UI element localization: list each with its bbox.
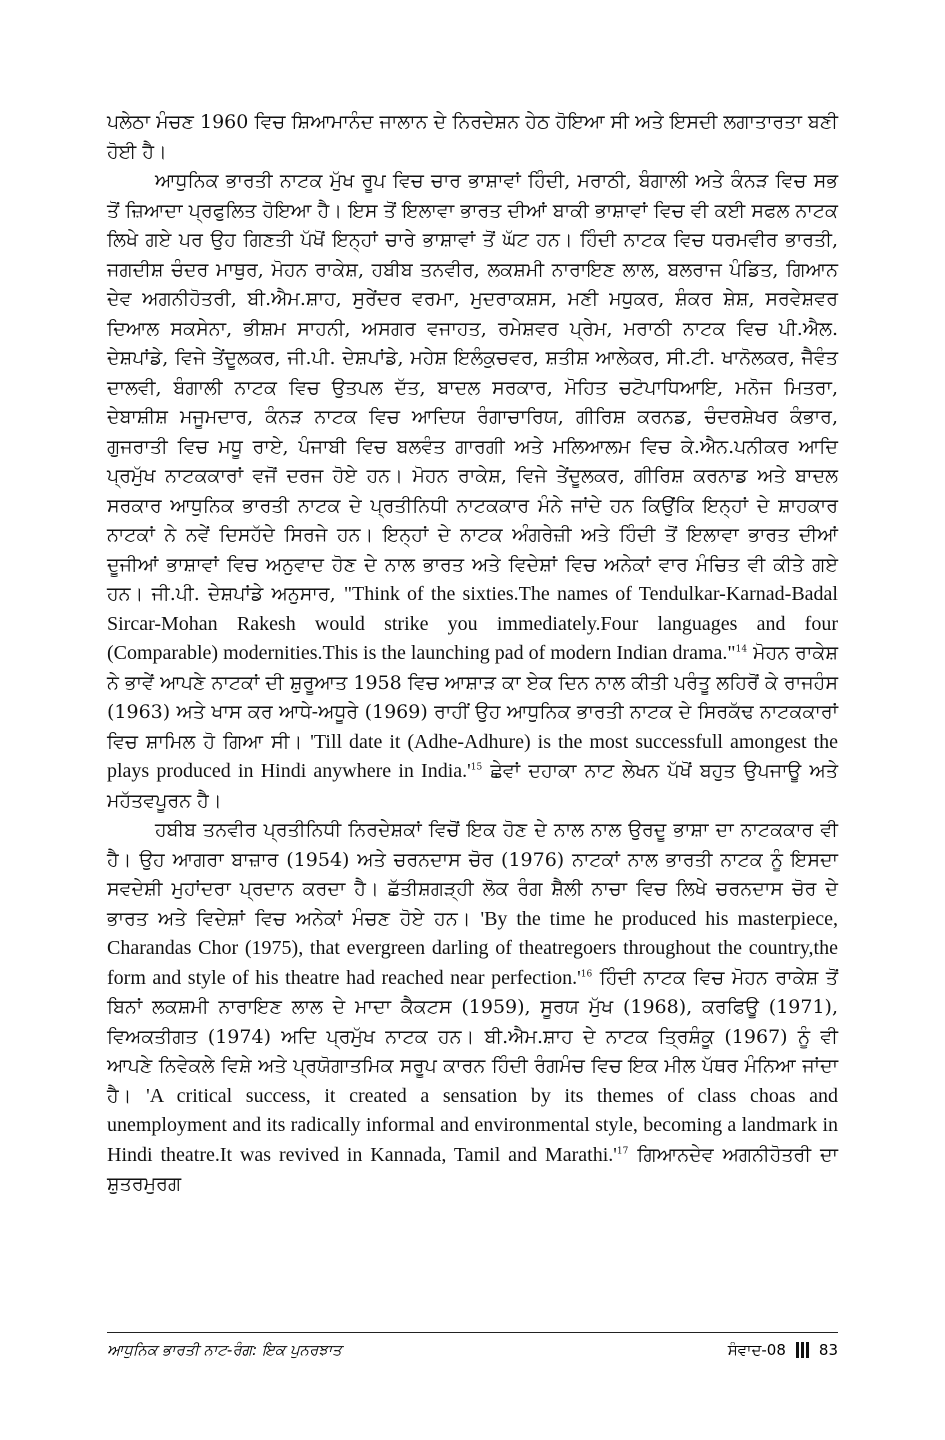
english-quote: 'By the time he produced his masterpiece, Charandas Chor (1975), that evergreen darling of theatregoers throughout the country,the form and style of his theatre had reached near perfection.' [107, 907, 838, 989]
footnote-marker: 16 [580, 969, 593, 980]
text-run: ਮੋਹਨ ਰਾਕੇਸ਼ ਨੇ ਭਾਵੇਂ ਆਪਣੇ ਨਾਟਕਾਂ ਦੀ ਸ਼ੁਰੂਆਤ 1958 ਵਿਚ ਆਸ਼ਾੜ ਕਾ ਏਕ ਦਿਨ ਨਾਲ ਕੀਤੀ ਪਰੰਤੂ ਲਹਿਰੋਂ ਕੇ ਰਾਜਹੰਸ (1963) ਅਤੇ ਖਾਸ ਕਰ ਆਧੇ-ਅਧੂਰੇ (1969) ਰਾਹੀਂ ਉਹ ਆਧੁਨਿਕ ਭਾਰਤੀ ਨਾਟਕ ਦੇ ਸਿਰਕੱਢ ਨਾਟਕਕਾਰਾਂ ਵਿਚ ਸ਼ਾਮਿਲ ਹੋ ਗਿਆ ਸੀ। [107, 642, 839, 753]
footer-right [728, 1341, 838, 1359]
page-body [107, 108, 838, 1200]
page-footer [107, 1332, 838, 1359]
footnote-marker: 14 [735, 644, 748, 655]
text-run: ਗਿਆਨਦੇਵ ਅਗਨੀਹੋਤਰੀ ਦਾ ਸ਼ੁਤਰਮੁਰਗ [107, 1143, 838, 1195]
separator-bars-icon [796, 1342, 809, 1358]
running-title: ਆਧੁਨਿਕ ਭਾਰਤੀ ਨਾਟ-ਰੰਗ: ਇਕ ਪੁਨਰਝਾਤ [107, 1341, 342, 1359]
text-run: ਆਧੁਨਿਕ ਭਾਰਤੀ ਨਾਟਕ ਮੁੱਖ ਰੂਪ ਵਿਚ ਚਾਰ ਭਾਸ਼ਾਵਾਂ ਹਿੰਦੀ, ਮਰਾਠੀ, ਬੰਗਾਲੀ ਅਤੇ ਕੰਨੜ ਵਿਚ ਸਭ ਤੋਂ ਜ਼ਿਆਦਾ ਪ੍ਰਫੁਲਿਤ ਹੋਇਆ ਹੈ। ਇਸ ਤੋਂ ਇਲਾਵਾ ਭਾਰਤ ਦੀਆਂ ਬਾਕੀ ਭਾਸ਼ਾਵਾਂ ਵਿਚ ਵੀ ਕਈ ਸਫਲ ਨਾਟਕ ਲਿਖੇ ਗਏ ਪਰ ਉਹ ਗਿਣਤੀ ਪੱਖੋਂ ਇਨ੍ਹਾਂ ਚਾਰੇ ਭਾਸ਼ਾਵਾਂ ਤੋਂ ਘੱਟ ਹਨ। ਹਿੰਦੀ ਨਾਟਕ ਵਿਚ ਧਰਮਵੀਰ ਭਾਰਤੀ, ਜਗਦੀਸ਼ ਚੰਦਰ ਮਾਥੁਰ, ਮੋਹਨ ਰਾਕੇਸ਼, ਹਬੀਬ ਤਨਵੀਰ, ਲਕਸ਼ਮੀ ਨਾਰਾਇਣ ਲਾਲ, ਬਲਰਾਜ ਪੰਡਿਤ, ਗਿਆਨ ਦੇਵ ਅਗਨੀਹੋਤਰੀ, ਬੀ.ਐਮ.ਸ਼ਾਹ, ਸੁਰੇਂਦਰ ਵਰਮਾ, ਮੁਦਰਾਕਸ਼ਸ, ਮਣੀ ਮਧੁਕਰ, ਸ਼ੰਕਰ ਸ਼ੇਸ਼, ਸਰਵੇਸ਼ਵਰ ਦਿਆਲ ਸਕਸੇਨਾ, ਭੀਸ਼ਮ ਸਾਹਨੀ, ਅਸਗਰ ਵਜਾਹਤ, ਰਮੇਸ਼ਵਰ ਪ੍ਰੇਮ, ਮਰਾਠੀ ਨਾਟਕ ਵਿਚ ਪੀ.ਐਲ. ਦੇਸ਼ਪਾਂਡੇ, ਵਿਜੇ ਤੇਂਦੂਲਕਰ, ਜੀ.ਪੀ. ਦੇਸ਼ਪਾਂਡੇ, ਮਹੇਸ਼ ਇਲੰਕੁਚਵਰ, ਸ਼ਤੀਸ਼ ਆਲੇਕਰ, ਸੀ.ਟੀ. ਖਾਨੋਲਕਰ, ਜੈਵੰਤ ਦਾਲਵੀ, ਬੰਗਾਲੀ ਨਾਟਕ ਵਿਚ ਉਤਪਲ ਦੱਤ, ਬਾਦਲ ਸਰਕਾਰ, ਮੋਹਿਤ ਚਟੋਪਾਧਿਆਇ, ਮਨੋਜ ਮਿਤਰਾ, ਦੇਬਾਸ਼ੀਸ਼ ਮਜੂਮਦਾਰ, ਕੰਨੜ ਨਾਟਕ ਵਿਚ ਆਦਿਯ ਰੰਗਾਚਾਰਿਯ, ਗੀਰਿਸ਼ ਕਰਨਡ, ਚੰਦਰਸ਼ੇਖਰ ਕੰਭਾਰ, ਗੁਜਰਾਤੀ ਵਿਚ ਮਧੂ ਰਾਏ, ਪੰਜਾਬੀ ਵਿਚ ਬਲਵੰਤ ਗਾਰਗੀ ਅਤੇ ਮਲਿਆਲਮ ਵਿਚ ਕੇ.ਐਨ.ਪਨੀਕਰ ਆਦਿ ਪ੍ਰਮੁੱਖ ਨਾਟਕਕਾਰਾਂ ਵਜੋਂ ਦਰਜ ਹੋਏ ਹਨ। ਮੋਹਨ ਰਾਕੇਸ਼, ਵਿਜੇ ਤੇਂਦੂਲਕਰ, ਗੀਰਿਸ਼ ਕਰਨਾਡ ਅਤੇ ਬਾਦਲ ਸਰਕਾਰ ਆਧੁਨਿਕ ਭਾਰਤੀ ਨਾਟਕ ਦੇ ਪ੍ਰਤੀਨਿਧੀ ਨਾਟਕਕਾਰ ਮੰਨੇ ਜਾਂਦੇ ਹਨ ਕਿਉਂਕਿ ਇਨ੍ਹਾਂ ਦੇ ਸ਼ਾਹਕਾਰ ਨਾਟਕਾਂ ਨੇ ਨਵੇਂ ਦਿਸਹੱਦੇ ਸਿਰਜੇ ਹਨ। ਇਨ੍ਹਾਂ ਦੇ ਨਾਟਕ ਅੰਗਰੇਜ਼ੀ ਅਤੇ ਹਿੰਦੀ ਤੋਂ ਇਲਾਵਾ ਭਾਰਤ ਦੀਆਂ ਦੂਜੀਆਂ ਭਾਸ਼ਾਵਾਂ ਵਿਚ ਅਨੁਵਾਦ ਹੋਣ ਦੇ ਨਾਲ ਭਾਰਤ ਅਤੇ ਵਿਦੇਸ਼ਾਂ ਵਿਚ ਅਨੇਕਾਂ ਵਾਰ ਮੰਚਿਤ ਵੀ ਕੀਤੇ ਗਏ ਹਨ। ਜੀ.ਪੀ. ਦੇਸ਼ਪਾਂਡੇ ਅਨੁਸਾਰ, [107, 170, 838, 605]
text-run: ਹਿੰਦੀ ਨਾਟਕ ਵਿਚ ਮੋਹਨ ਰਾਕੇਸ਼ ਤੋਂ ਬਿਨਾਂ ਲਕਸ਼ਮੀ ਨਾਰਾਇਣ ਲਾਲ ਦੇ ਮਾਦਾ ਕੈਕਟਸ (1959), ਸੂਰਯ ਮੁੱਖ (1968), ਕਰਫਿਊ (1971), ਵਿਅਕਤੀਗਤ (1974) ਅਦਿ ਪ੍ਰਮੁੱਖ ਨਾਟਕ ਹਨ। ਬੀ.ਐਮ.ਸ਼ਾਹ ਦੇ ਨਾਟਕ ਤ੍ਰਿਸ਼ੰਕੂ (1967) ਨੂੰ ਵੀ ਆਪਣੇ ਨਿਵੇਕਲੇ ਵਿਸ਼ੇ ਅਤੇ ਪ੍ਰਯੋਗਾਤਮਿਕ ਸਰੂਪ ਕਾਰਨ ਹਿੰਦੀ ਰੰਗਮੰਚ ਵਿਚ ਇਕ ਮੀਲ ਪੱਥਰ ਮੰਨਿਆ ਜਾਂਦਾ ਹੈ। [107, 966, 838, 1107]
text-run: ਛੇਵਾਂ ਦਹਾਕਾ ਨਾਟ ਲੇਖਨ ਪੱਖੋਂ ਬਹੁਤ ਉਪਜਾਊ ਅਤੇ ਮਹੱਤਵਪੂਰਨ ਹੈ। [107, 760, 839, 812]
english-quote: 'Till date it (Adhe-Adhure) is the most successfull amongest the plays produced in Hindi anywhere in India.' [107, 730, 838, 782]
page-number: 83 [818, 1341, 838, 1359]
journal-name: ਸੰਵਾਦ-08 [727, 1341, 786, 1359]
footnote-marker: 17 [616, 1146, 629, 1157]
paragraph-3 [107, 816, 838, 1200]
footnote-marker: 15 [470, 762, 483, 773]
paragraph-1 [107, 108, 838, 167]
english-quote: 'A critical success, it created a sensation by its themes of class choas and unemployment and its radically informal and environmental style, becoming a landmark in Hindi theatre.It was revived in Kannada, Tamil and Marathi.' [107, 1084, 839, 1166]
english-quote: "Think of the sixties.The names of Tendulkar-Karnad-Badal Sircar-Mohan Rakesh would strike you immediately.Four languages and four (Comparable) modernities.This is the launching pad of modern Indian drama." [107, 583, 838, 664]
paragraph-2 [107, 167, 838, 816]
text-run: ਹਬੀਬ ਤਨਵੀਰ ਪ੍ਰਤੀਨਿਧੀ ਨਿਰਦੇਸ਼ਕਾਂ ਵਿਚੋਂ ਇਕ ਹੋਣ ਦੇ ਨਾਲ ਨਾਲ ਉਰਦੂ ਭਾਸ਼ਾ ਦਾ ਨਾਟਕਕਾਰ ਵੀ ਹੈ। ਉਹ ਆਗਰਾ ਬਾਜ਼ਾਰ (1954) ਅਤੇ ਚਰਨਦਾਸ ਚੋਰ (1976) ਨਾਟਕਾਂ ਨਾਲ ਭਾਰਤੀ ਨਾਟਕ ਨੂੰ ਇਸਦਾ ਸਵਦੇਸ਼ੀ ਮੁਹਾਂਦਰਾ ਪ੍ਰਦਾਨ ਕਰਦਾ ਹੈ। ਛੱਤੀਸ਼ਗੜ੍ਹੀ ਲੋਕ ਰੰਗ ਸ਼ੈਲੀ ਨਾਚਾ ਵਿਚ ਲਿਖੇ ਚਰਨਦਾਸ ਚੋਰ ਦੇ ਭਾਰਤ ਅਤੇ ਵਿਦੇਸ਼ਾਂ ਵਿਚ ਅਨੇਕਾਂ ਮੰਚਣ ਹੋਏ ਹਨ। [107, 819, 838, 930]
text-run: ਪਲੇਠਾ ਮੰਚਣ 1960 ਵਿਚ ਸ਼ਿਆਮਾਨੰਦ ਜਾਲਾਨ ਦੇ ਨਿਰਦੇਸ਼ਨ ਹੇਠ ਹੋਇਆ ਸੀ ਅਤੇ ਇਸਦੀ ਲਗਾਤਾਰਤਾ ਬਣੀ ਹੋਈ ਹੈ। [107, 111, 838, 163]
